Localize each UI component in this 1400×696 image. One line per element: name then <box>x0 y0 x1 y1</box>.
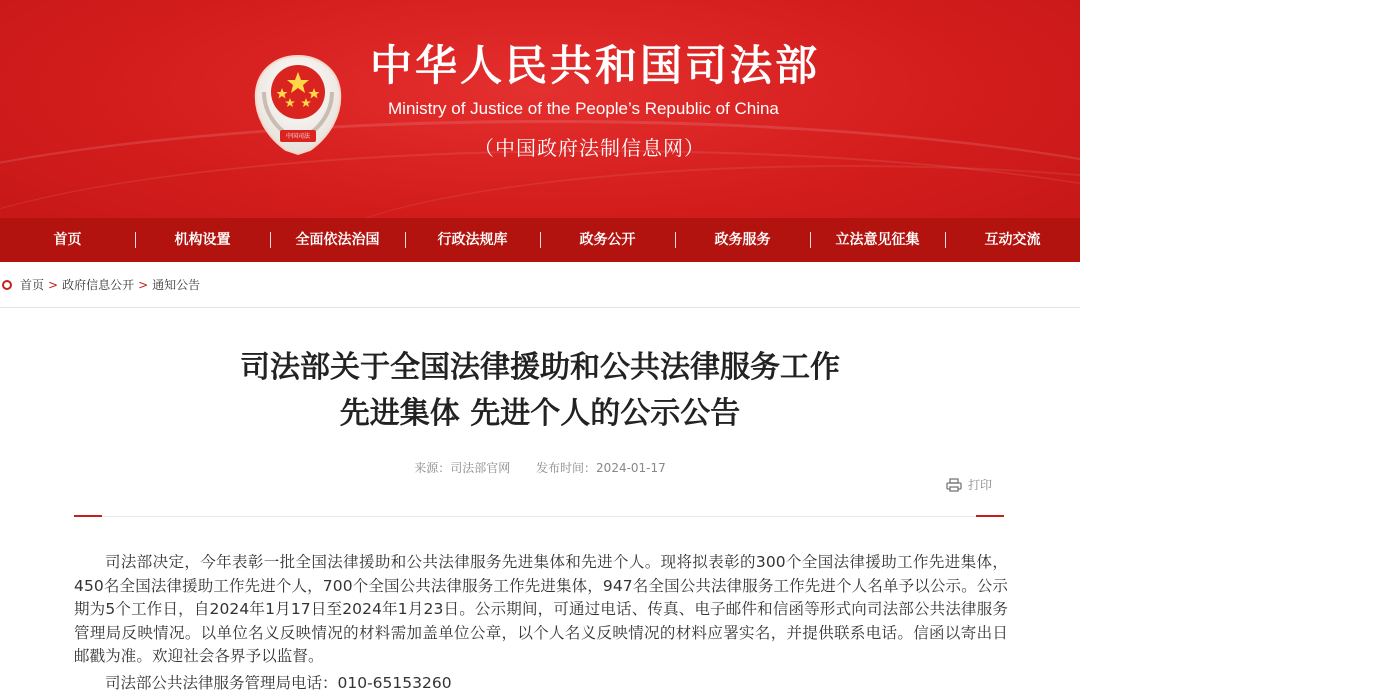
article-title-line1: 司法部关于全国法律援助和公共法律服务工作 <box>240 350 840 385</box>
nav-item-legislative-feedback[interactable]: 立法意见征集 <box>810 218 945 262</box>
nav-item-rule-of-law[interactable]: 全面依法治国 <box>270 218 405 262</box>
nav-item-regulations[interactable]: 行政法规库 <box>405 218 540 262</box>
ministry-emblem-icon[interactable] <box>250 52 346 156</box>
main-nav <box>0 218 1080 262</box>
article-body-contact: 司法部公共法律服务管理局电话：010-65153260 <box>105 674 452 692</box>
nav-item-services[interactable]: 政务服务 <box>675 218 810 262</box>
breadcrumb-separator: > <box>138 277 149 292</box>
nav-item-interaction[interactable]: 互动交流 <box>945 218 1080 262</box>
article-meta <box>0 459 1080 476</box>
print-label: 打印 <box>968 478 993 492</box>
nav-item-open-government[interactable]: 政务公开 <box>540 218 675 262</box>
site-subtitle: （中国政府法制信息网） <box>474 136 705 160</box>
article-publish-time: 发布时间：2024-01-17 <box>536 461 666 475</box>
site-title-en: Ministry of Justice of the People’s Republic of China <box>388 99 779 118</box>
emblem-label: 中国司法 <box>285 133 310 140</box>
print-button[interactable] <box>946 476 992 493</box>
breadcrumb-gov-info[interactable]: 政府信息公开 <box>62 278 135 292</box>
article-title-line2: 先进集体 先进个人的公示公告 <box>339 396 741 431</box>
article-source: 来源：司法部官网 <box>414 461 511 475</box>
site-banner <box>0 0 1080 218</box>
breadcrumb-separator: > <box>48 277 59 292</box>
breadcrumb-home[interactable]: 首页 <box>20 278 45 292</box>
article-card <box>0 307 1080 692</box>
printer-icon <box>946 478 962 492</box>
site-title-cn: 中华人民共和国司法部 <box>370 41 821 90</box>
breadcrumb-notices[interactable]: 通知公告 <box>152 278 201 292</box>
breadcrumb <box>0 262 1080 307</box>
location-icon <box>2 280 12 290</box>
title-divider <box>74 516 1004 517</box>
article-body: 司法部决定，今年表彰一批全国法律援助和公共法律服务先进集体和先进个人。现将拟表彰的300个全国法律援助工作先进集体，450名全国法律援助工作先进个人，700个全国公共法律服务工作先进集体，947名全国公共法律服务工作先进个人名单予以公示。公示期为5个工作日，自2024年1月17日至2024年1月23日。公示期间，可通过电话、传真、电子邮件和信函等形式向司法部公共法律服务管理局反映情况。以单位名义反映情况的材料需加盖单位公章，以个人名义反映情况的材料应署实名，并提供联系电话。信函以寄出日邮戳为准。欢迎社会各界予以监督。 <box>74 553 1008 665</box>
nav-item-home[interactable]: 首页 <box>53 232 82 248</box>
nav-item-organization[interactable]: 机构设置 <box>135 218 270 262</box>
